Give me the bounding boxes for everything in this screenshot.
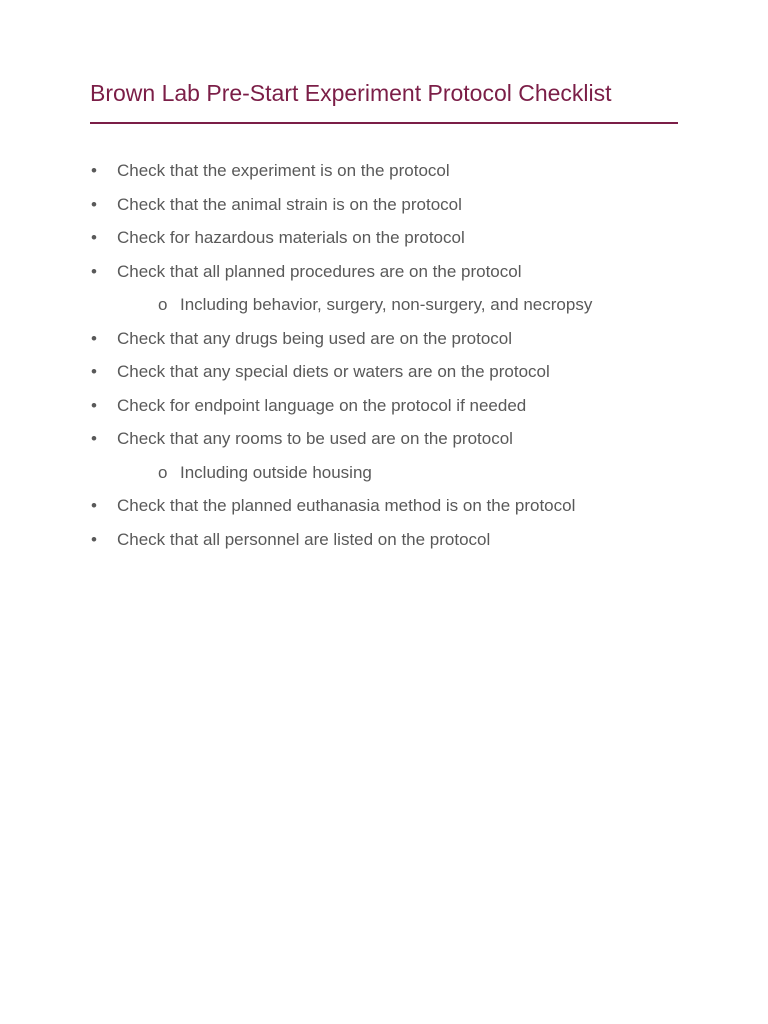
bullet-marker: • (91, 261, 97, 281)
checklist-subitem-text: Including behavior, surgery, non-surgery, and necropsy (180, 295, 593, 314)
checklist-item (0, 323, 768, 357)
bullet-marker: • (91, 496, 97, 515)
checklist-item-text: Check that all planned procedures are on the protocol (117, 261, 522, 281)
bullet-marker: • (91, 194, 97, 214)
checklist-item (0, 524, 768, 558)
checklist-item (0, 423, 768, 457)
checklist-subitem (0, 457, 768, 491)
checklist-item (0, 390, 768, 424)
checklist-item-text: Check that all personnel are listed on the protocol (117, 529, 491, 549)
sub-bullet-marker: o (158, 295, 168, 314)
checklist-item (0, 256, 768, 290)
checklist-item-text: Check that any rooms to be used are on the protocol (117, 429, 513, 448)
checklist-item-text: Check that the animal strain is on the protocol (117, 194, 462, 214)
document-title: Brown Lab Pre-Start Experiment Protocol Checklist (90, 80, 612, 106)
bullet-marker: • (91, 529, 97, 549)
checklist-item-text: Check for endpoint language on the protocol if needed (117, 395, 527, 415)
checklist-subitem-text: Including outside housing (180, 462, 372, 482)
protocol-checklist (0, 155, 768, 557)
checklist-item-text: Check that the planned euthanasia method is on the protocol (117, 496, 576, 515)
checklist-item-text: Check that any drugs being used are on the protocol (117, 328, 513, 348)
bullet-marker: • (91, 228, 97, 247)
checklist-subitem (0, 289, 768, 323)
checklist-item (0, 189, 768, 223)
checklist-item-text: Check for hazardous materials on the protocol (117, 228, 465, 247)
sub-bullet-marker: o (158, 462, 168, 482)
checklist-item (0, 222, 768, 256)
bullet-marker: • (91, 328, 97, 348)
checklist-item-text: Check that the experiment is on the protocol (117, 161, 450, 180)
bullet-marker: • (91, 161, 97, 180)
checklist-item (0, 155, 768, 189)
checklist-item (0, 356, 768, 390)
title-underline-rule (90, 122, 678, 124)
bullet-marker: • (91, 429, 97, 448)
bullet-marker: • (91, 362, 97, 381)
bullet-marker: • (91, 395, 97, 415)
checklist-item-text: Check that any special diets or waters are on the protocol (117, 362, 550, 381)
checklist-item (0, 490, 768, 524)
